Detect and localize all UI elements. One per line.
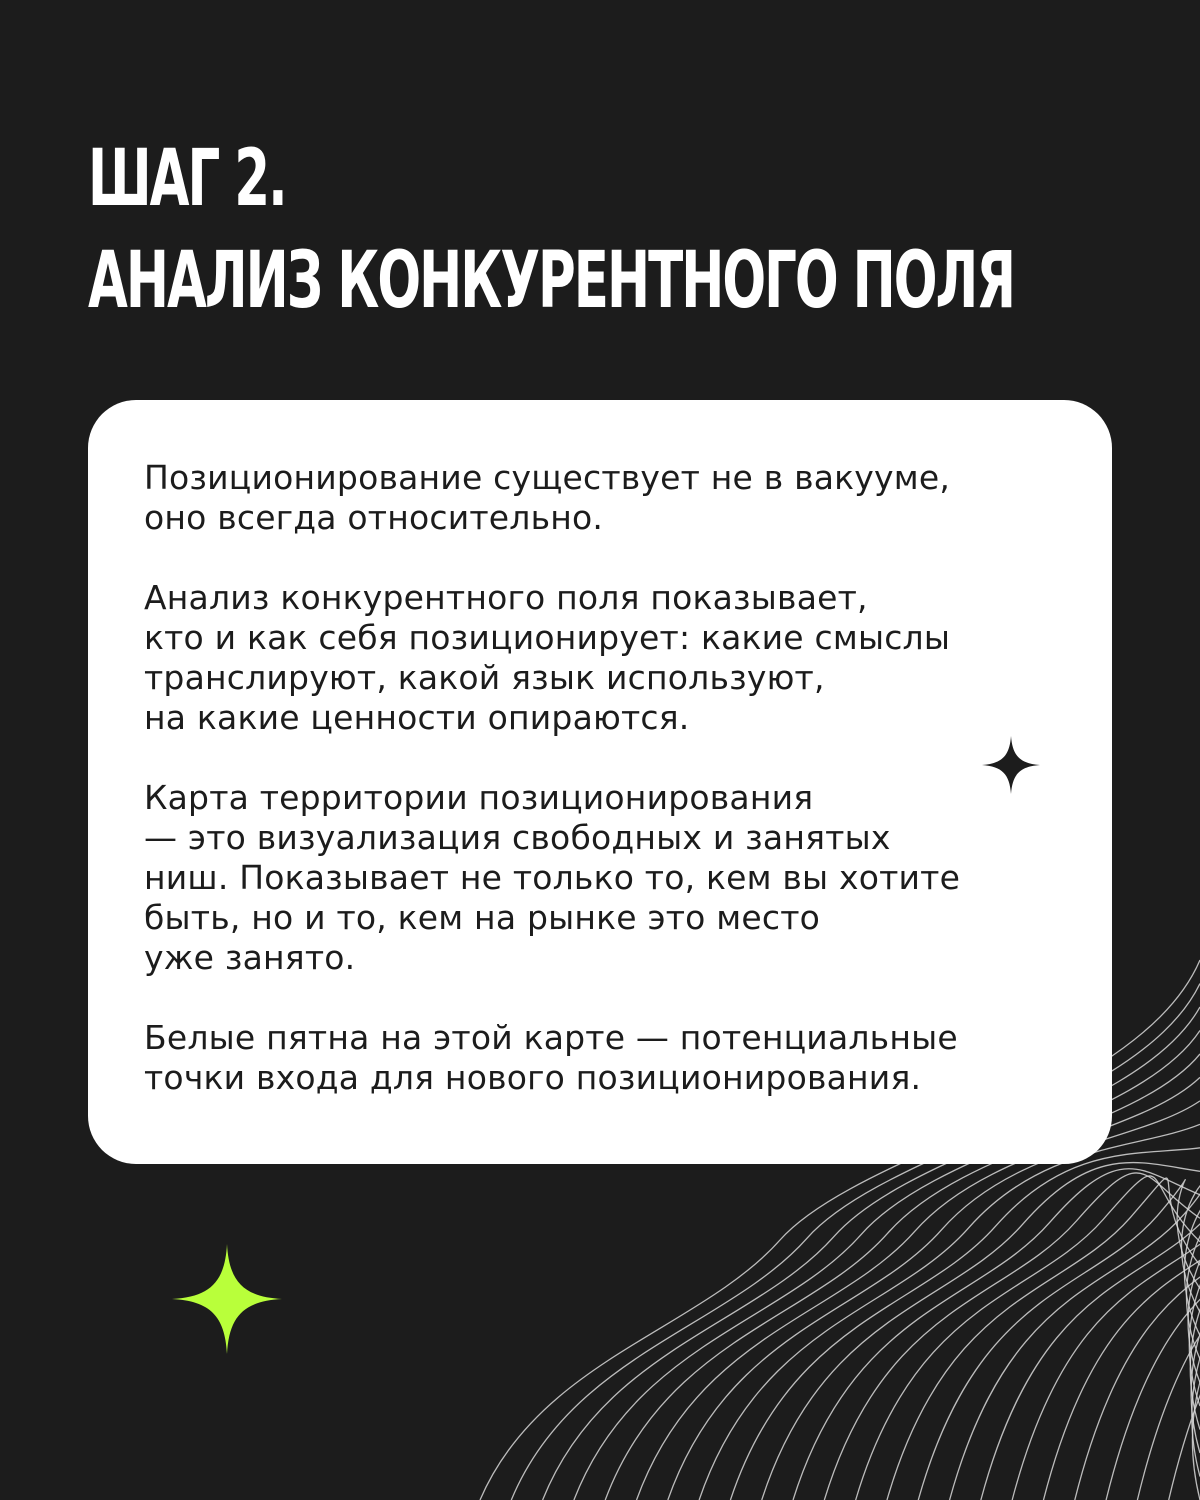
title-line-2: АНАЛИЗ КОНКУРЕНТНОГО ПОЛЯ xyxy=(88,236,1014,326)
wave-line xyxy=(887,1178,1200,1500)
title-line-1: ШАГ 2. xyxy=(88,134,286,224)
wave-line xyxy=(856,1176,1200,1500)
paragraph-3: Карта территории позиционирования — это визуализация свободных и занятых ниш. Показывает не только то, кем вы хотите быть, но и то, кем на рынке это место уже занято. xyxy=(144,778,961,977)
wave-line xyxy=(762,1163,1200,1500)
content-card xyxy=(88,400,1112,1164)
wave-line xyxy=(1169,1182,1200,1500)
wave-line xyxy=(1137,1182,1200,1500)
wave-line xyxy=(1043,1182,1200,1500)
wave-line xyxy=(1012,1182,1200,1500)
wave-line xyxy=(918,1180,1200,1500)
wave-line xyxy=(950,1181,1200,1500)
wave-line xyxy=(699,1124,1200,1500)
paragraph-4: Белые пятна на этой карте — потенциальные точки входа для нового позиционирования. xyxy=(144,1018,958,1097)
sparkle-card-icon xyxy=(982,736,1040,794)
wave-line xyxy=(1192,1181,1200,1500)
sparkle-green-icon xyxy=(172,1244,282,1354)
wave-line xyxy=(793,1169,1200,1500)
wave-line xyxy=(730,1148,1200,1500)
wave-line xyxy=(1075,1182,1200,1500)
page-title xyxy=(88,128,1014,332)
wave-line xyxy=(1106,1182,1200,1500)
wave-line xyxy=(824,1173,1200,1500)
wave-line xyxy=(981,1182,1200,1500)
paragraph-1: Позиционирование существует не в вакууме, оно всегда относительно. xyxy=(144,458,951,537)
paragraph-2: Анализ конкурентного поля показывает, кто и как себя позиционирует: какие смыслы транслируют, какой язык используют, на какие ценности опираются. xyxy=(144,578,951,737)
